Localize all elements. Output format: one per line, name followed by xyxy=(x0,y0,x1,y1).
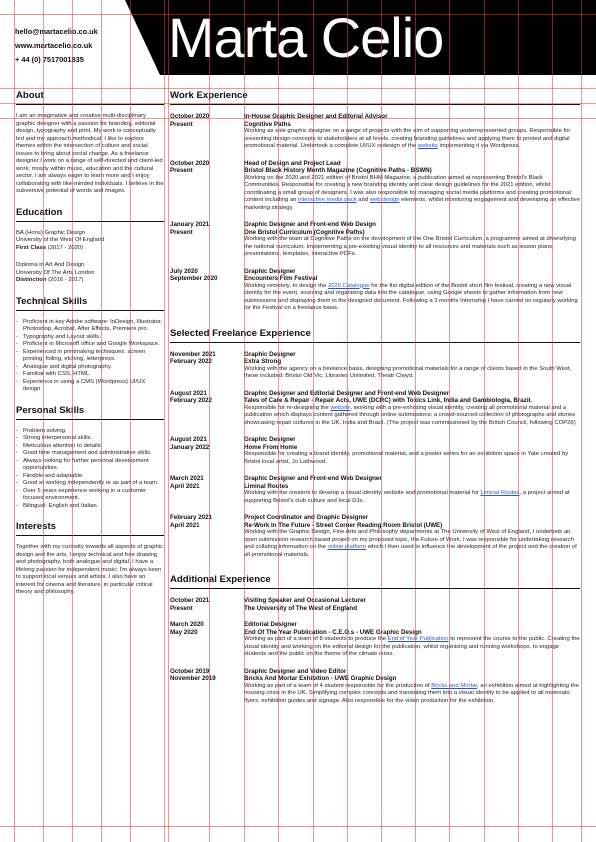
media-pack-link[interactable]: interactive media pack xyxy=(298,197,357,203)
grid-line xyxy=(14,0,15,842)
education-item xyxy=(16,230,164,253)
list-item: - Good time management and administrative skills. xyxy=(16,450,164,458)
entry-role: Editorial Designer xyxy=(244,621,297,628)
entry-description: Working remotely, to design the 2020 Catalogue for the fist digital edition of the Bristol short film festival, creating a new visual identity for the event, sourcing and organising data into the catalogue, using Google sheets to gather information from new submissions and displaying them in the designed document. Following a 3 months Internship I have carried on regularly working for the Festival on a freelance basis. xyxy=(244,282,578,311)
entry-dates: March 2020 May 2020 xyxy=(170,621,204,636)
list-item: - Bilingual: English and Italian. xyxy=(16,503,164,511)
entry-organisation: Tales of Care & Repair - Repair Acts, UWE (DCRC) with Toxics Link, India and Gambiologia, Brazil. xyxy=(244,397,532,404)
entry-role: Graphic Designer xyxy=(244,350,296,358)
experience-entry xyxy=(170,113,580,151)
phone-number: + 44 (0) 7517001835 xyxy=(15,55,84,64)
technical-skills-list xyxy=(16,319,164,394)
experience-entry xyxy=(170,668,580,706)
entry-description: Working with the agency on a freelance basis, designing promotional materials for a range of clients based in the South West, these included: Bristol Old Vic, Libraries Unlimited, Theatr Clwyd. xyxy=(244,365,572,379)
experience-entry xyxy=(170,436,580,466)
entry-dates: October 2020 Present xyxy=(170,113,210,128)
entry-dates: August 2021 February 2022 xyxy=(170,389,212,404)
entry-organisation: Liminal Routes xyxy=(244,482,289,490)
web-design-link[interactable]: web design xyxy=(369,197,400,203)
divider xyxy=(170,342,580,343)
about-heading: About xyxy=(16,90,44,101)
experience-entry xyxy=(170,514,580,559)
grid-line xyxy=(581,0,582,842)
experience-entry xyxy=(170,597,580,612)
online-platform-link[interactable]: online platform xyxy=(327,544,367,550)
liminal-routes-link[interactable]: Liminal Routes xyxy=(480,490,520,496)
list-item: - Proficient in Microsoft office and Google Workspace. xyxy=(16,341,164,349)
entry-organisation: The University of The West of England xyxy=(244,604,357,612)
school: University Of The Arts London xyxy=(16,269,95,276)
grid-line xyxy=(168,0,169,842)
entry-role: Graphic Designer xyxy=(244,436,296,443)
list-item: - Always looking for further personal development opportunities. xyxy=(16,458,164,473)
divider xyxy=(16,221,164,222)
education-item xyxy=(16,262,164,285)
list-item: - Meticulous attention to details. xyxy=(16,443,164,451)
grid-line xyxy=(0,826,596,827)
entry-role: Graphic Designer and Front-end Web Design xyxy=(244,221,376,228)
freelance-experience-heading: Selected Freelance Experience xyxy=(170,327,311,339)
entry-dates: October 2021 Present xyxy=(170,597,210,612)
list-item: - Good at working independently or as part of a team. xyxy=(16,480,164,488)
entry-role: Graphic Designer and Front-end Web Designer xyxy=(244,475,382,482)
entry-dates: October 2020 Present xyxy=(170,159,210,174)
list-item: - Over 5 years experience working in a customer focused environment. xyxy=(16,488,164,503)
divider xyxy=(170,104,580,105)
entry-dates: February 2021 April 2021 xyxy=(170,514,212,529)
entry-organisation: Home From Home xyxy=(244,443,298,451)
interests-heading: Interests xyxy=(16,521,56,532)
entry-dates: July 2020 September 2020 xyxy=(170,267,218,282)
entry-organisation: End Of The Year Publication - C.E.O.s - UWE Graphic Design xyxy=(244,628,422,636)
personal-skills-heading: Personal Skills xyxy=(16,404,85,416)
divider xyxy=(16,310,164,311)
page-title: Marta Celio xyxy=(168,6,444,69)
additional-experience-heading: Additional Experience xyxy=(170,574,271,585)
entry-description: Working as sole graphic designer on a range of projects with the aim of supporting underrepresented groups. Responsible for presenting design concepts to stakeholders at all levels, creating branding guidelines and applying them to printed and digital promotional material. Undertook a complete UI/UX redesign of the website implementing it via Wordpress. xyxy=(244,128,571,149)
personal-skills-list xyxy=(16,428,164,511)
experience-entry xyxy=(170,621,580,659)
work-experience-heading: Work Experience xyxy=(170,90,248,101)
list-item: - Familiar with CSS, HTML. xyxy=(16,371,164,379)
entry-organisation: Encounters Film Festival xyxy=(244,275,318,282)
list-item: - Problem solving. xyxy=(16,428,164,436)
experience-entry xyxy=(170,390,580,428)
interests-text: Together with my curiosity towards all aspects of graphic design and the arts, I enjoy technical and free drawing and photography, both analogue and digital. I have a lifelong passion for independent music; I'm always keen to support local venues and artists. I also have an interest for cinema and literature, in particular critical theory and philosophy. xyxy=(16,544,164,595)
degree: Diploma in Art And Design xyxy=(16,262,85,268)
experience-entry xyxy=(170,475,580,505)
list-item: - Strong interpersonal skills. xyxy=(16,435,164,443)
website-link[interactable]: website xyxy=(417,143,438,149)
entry-description: Working with the team at Cognitive Paths on the development of the One Bristol Curriculum, a programme aimed at diversifying the national curriculum. Implementing a pre-exisiting visual identity to all resources and materials such as lesson plans, presentations, templates, interactive PDFs. xyxy=(244,236,576,257)
list-item: - Typography and Layout skills. xyxy=(16,334,164,342)
list-item: - Proficient in key Adobe software: InDesign, Illustrator, Photoshop, Acrobat, After Effects, Premiere pro. xyxy=(16,319,164,334)
entry-role: Project Coordinator and Graphic Designer xyxy=(244,514,369,521)
grid-line xyxy=(164,0,165,842)
grade: Distinction xyxy=(16,277,47,283)
divider xyxy=(16,104,164,105)
experience-entry xyxy=(170,351,580,381)
entry-description: Responsible for re-designing the website, working with a pre-exhisting visual identity, creating all promotional material and a publication which displays content gathered through online submissions: a crowd-sourced collection of photographs and stories showcasing repair cultures in the UK, India and Brazil. (The project was commissioned by the British Council, following COP26) xyxy=(244,404,576,426)
school: University of the West Of England xyxy=(16,237,105,243)
publication-link[interactable]: End of Year Publication xyxy=(387,636,449,642)
entry-role: Graphic Designer and Editorial Designer and Front-end Web Designer xyxy=(244,389,450,397)
entry-role: Visiting Speaker and Occasional Lecturer xyxy=(244,597,366,604)
entry-description: Working as part of a team of 4 student responsible for the production of Bricks and Mortar, an exhibition aimed at highlighting the housing crisis in the UK. Simplifying complex concepts and translating them into a visual identity to be applied to all materials: flyers, exhibition guides and signage. Also responsible for the video production for the exhibition. xyxy=(244,682,579,704)
contact-block xyxy=(15,25,98,67)
grade: First Class xyxy=(16,244,47,251)
divider xyxy=(16,419,164,420)
right-column xyxy=(170,89,580,714)
website-link[interactable]: website xyxy=(330,404,351,411)
entry-dates: August 2021 January 2022 xyxy=(170,436,210,451)
list-item: - Analogue and digital photography. xyxy=(16,364,164,372)
entry-role: In-House Graphic Designer and Editorial Advisor xyxy=(244,113,388,120)
catalogue-link[interactable]: 2020 Catalogue xyxy=(327,282,370,289)
degree: BA (Hons) Graphic Design xyxy=(16,229,86,236)
entry-dates: October 2019 November 2019 xyxy=(170,667,216,682)
entry-organisation: Cognitive Paths xyxy=(244,120,291,128)
left-column xyxy=(16,89,164,597)
entry-role: Head of Design and Project Lead xyxy=(244,159,341,167)
website-link[interactable]: www.martacelio.co.uk xyxy=(15,41,93,50)
about-text: I am an imaginative and creative multi-disciplinary graphic designer with a passion for branding, editorial design, typography and print. My work is conceptually led and my approach methodical. I like to explore themes within the intersection of culture and social issues to bring about social change. As a freelance designer I work on a range of self-directed and client-led work; mostly within music, education and the cultural sector. I am always eager to learn more and I enjoy collaborating with like-minded individuals. I believe in the subversive potential of words and images. xyxy=(16,113,164,194)
divider xyxy=(16,535,164,536)
list-item: - Flexible and adaptable. xyxy=(16,473,164,481)
technical-skills-heading: Technical Skills xyxy=(16,295,88,307)
email-link[interactable]: hello@martacelio.co.uk xyxy=(15,27,98,36)
experience-entry xyxy=(170,221,580,259)
entry-organisation: Bricks And Mortar Exhibition - UWE Graphic Design xyxy=(244,675,397,682)
list-item: - Experienced in printmaking techniques: screen printing, foiling, etching, letterpress. xyxy=(16,349,164,364)
entry-description: Working with the Graphic Design, Fine Arts and Philosophy departments at The University of West of England, I undertook an open submission research based project on my proposed topic, the Future of Work. I was responsible for undertaking research and collating information on the online platform which I then used to influence the development of the project and the creation of all promotional materials. xyxy=(244,529,577,558)
experience-entry xyxy=(170,268,580,313)
education-heading: Education xyxy=(16,206,63,218)
entry-dates: March 2021 April 2021 xyxy=(170,475,204,490)
entry-dates: January 2021 Present xyxy=(170,221,210,236)
entry-dates: November 2021 February 2022 xyxy=(170,350,216,365)
divider xyxy=(170,588,580,589)
entry-organisation: Re-Work In The Future - Street Corner Reading Room Bristol (UWE) xyxy=(244,521,443,529)
entry-role: Graphic Designer xyxy=(244,267,296,275)
entry-description: Working with the creators to develop a visual identity, website and promotional material for Liminal Routes, a project aimed at supporting Bristol's club culture and local DJs. xyxy=(244,490,570,504)
entry-description: Responsible for creating a brand identity, promotional material, and a poster series for an exhibition space in Yate created by Bristol local artist, Jo Lathwood. xyxy=(244,451,569,465)
entry-organisation: Bristol Black History Month Magazine (Cognitive Paths - BSWN) xyxy=(244,167,432,174)
experience-entry xyxy=(170,160,580,213)
entry-description: Working as part of a team of 8 students to produce the End of Year Publication to represent the course to the public. Creating the visual identity and working on the editorial design for the publication, whilst organising and running workshops, to engage students and the public on the theme of the climate crisis. xyxy=(244,636,580,657)
entry-organisation: Extra Strong xyxy=(244,358,282,365)
entry-organisation: One Bristol Curriculum (Cognitive Paths) xyxy=(244,228,365,236)
years: (2016 - 2017) xyxy=(48,277,84,283)
list-item: - Experience in using a CMS (Wordpress) UI/UX design xyxy=(16,379,164,394)
entry-description: Working on the 2020 and 2021 edition of Bristol BHM Magazine, a publication aimed at representing Bristol's Black Communities. Responsible for creating a new branding identity and clear design guidelines for the 2021 edition, whilst coordinating a small group of designers. I was also responsible for managing social media platforms and creating promotional content including an interactive media pack and web design elements, whilst monitoring engagement and developing an effective marketing strategy. xyxy=(244,174,580,211)
bricks-and-mortar-link[interactable]: Bricks and Mortar xyxy=(431,682,478,689)
entry-role: Graphic Designer and Video Editor xyxy=(244,667,347,675)
years: (2017 - 2020) xyxy=(47,244,84,251)
